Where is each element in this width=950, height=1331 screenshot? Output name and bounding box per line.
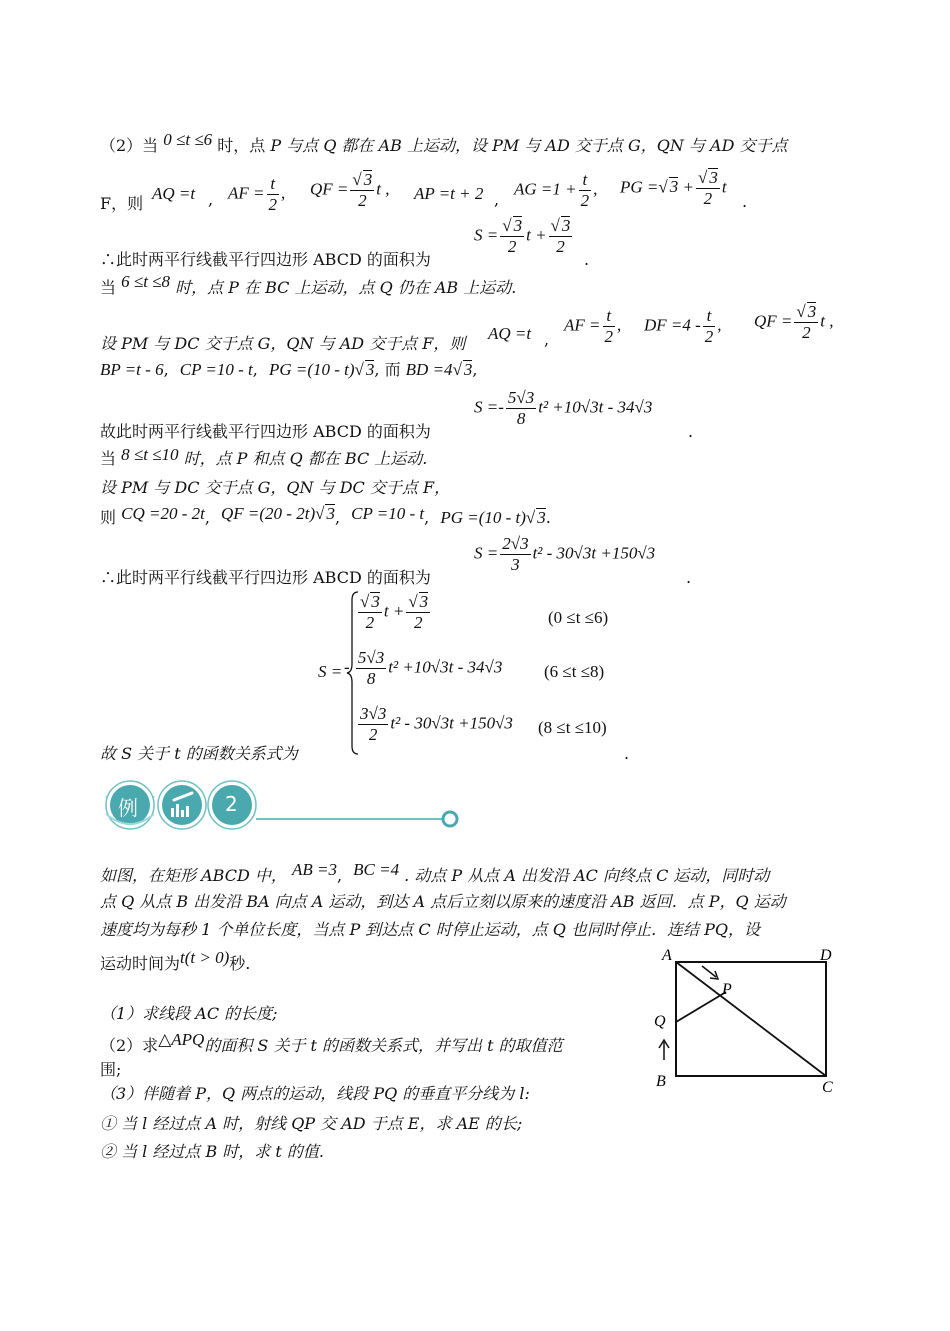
eq-af: AF = $\frac{t}{2}$ , [228, 174, 286, 214]
eq-label: S = [474, 225, 499, 245]
num: 3√3 [360, 704, 387, 723]
question-2 [100, 1030, 563, 1055]
text: . 动点 P 从点 A 出发沿 AC 向终点 C 运动，同时动 [404, 866, 770, 885]
den: 2 [365, 613, 375, 632]
radicand: 3 [669, 177, 679, 197]
fraction [358, 704, 388, 745]
num: t [703, 306, 716, 327]
condition-2: 6 ≤t ≤8 [121, 272, 170, 291]
den: 8 [366, 669, 376, 688]
eq-label: S = [474, 543, 499, 563]
text: 秒. [229, 954, 251, 973]
expr: t² +10√3t - 34√3 [388, 657, 503, 677]
eq-df: DF =4 - $\frac{t}{2}$ , [644, 306, 722, 346]
eq-pg-2: PG =(10 - t)√ 3 [268, 360, 375, 379]
period: . [545, 508, 551, 527]
den: 8 [516, 409, 526, 428]
num: 5√3 [507, 388, 535, 407]
rectangle-figure [640, 940, 850, 1100]
radicand: 3 [709, 168, 718, 187]
example-line-2: 点 Q 从点 B 出发沿 BA 向点 A 运动，到达 A 点后立刻以原来的速度沿 AB 返回．点 P，Q 运动 [100, 892, 786, 911]
eq-cp-3: CP =10 - t [351, 504, 425, 523]
expr: t² - 30√3t +150√3 [390, 713, 513, 733]
den: 2 [580, 191, 590, 210]
line-case-3 [100, 445, 428, 469]
radicand: 3 [463, 360, 473, 379]
eq-s1: S = $\frac{√ 3}{2}$ t + $\frac{√ 3}{2}$ [474, 216, 571, 256]
period: . [624, 744, 630, 763]
label-c: C [822, 1079, 833, 1096]
text: （2）求 [100, 1036, 159, 1055]
den: 2 [368, 725, 378, 744]
period: . [686, 568, 692, 587]
line-1 [100, 130, 788, 156]
example-number: 2 [225, 792, 238, 816]
eq-qf-2: QF = $\frac{√ 3}{2}$ t , [754, 302, 834, 342]
example-label: 例 [118, 796, 138, 820]
text: 而 [384, 360, 401, 379]
diagonal-ac [676, 962, 826, 1076]
piecewise-s: S = [318, 662, 343, 681]
example-line-3: 速度均为每秒 1 个单位长度，当点 P 到达点 C 时停止运动，点 Q 也同时停止．连结 PQ，设 [100, 920, 760, 939]
example-header [100, 778, 465, 836]
label-p: P [722, 981, 732, 998]
num: 5√3 [357, 648, 385, 667]
eq-bp: BP =t - 6 [100, 360, 164, 379]
text: 设 PM 与 DC 交于点 G，QN 与 AD 交于点 F，则 [100, 334, 466, 353]
den: 2 [802, 323, 811, 342]
den: 2 [358, 191, 367, 210]
line-case-3-eqs: 则 CQ =20 - 2t, QF =(20 - 2t)√ 3, CP =10 - t, PG =(10 - t)√ 3. [100, 504, 551, 527]
radicand: 3 [513, 216, 523, 235]
text: ∴此时两平行线截平行四边形 ABCD 的面积为 [100, 250, 431, 269]
label-a: A [662, 947, 672, 964]
period: . [742, 192, 748, 211]
radicand: 3 [561, 216, 571, 235]
comma: , [494, 190, 500, 209]
radicand: 3 [365, 360, 375, 379]
fraction [267, 174, 280, 215]
num: t [267, 174, 280, 195]
piece-2: - $\frac{5√3}{8}$ t² +10√3t - 34√3 [344, 648, 503, 688]
eq-pg: PG =√ 3 + $\frac{√ 3}{2}$ t [620, 168, 727, 208]
text: 当 [100, 449, 117, 468]
label-q: Q [654, 1013, 666, 1030]
eq-bd: BD =4√ 3 [405, 360, 473, 379]
segment-qp [676, 992, 726, 1022]
question-3-2: ② 当 l 经过点 B 时，求 t 的值. [100, 1142, 324, 1161]
radicand: 3 [537, 508, 546, 527]
eq-cp: CP =10 - t [179, 360, 253, 379]
text: 时，点 P 在 BC 上运动，点 Q 仍在 AB 上运动. [175, 278, 517, 297]
text: 时，点 P 和点 Q 都在 BC 上运动. [183, 449, 428, 468]
eq-aq: AQ =t [152, 184, 196, 203]
eq-label: AF = [228, 183, 265, 203]
text: 的面积 S 关于 t 的函数关系式，并写出 t 的取值范 [204, 1036, 563, 1055]
var: t [820, 311, 825, 331]
radicand: 3 [807, 302, 817, 321]
eq-time: t(t > 0) [180, 948, 230, 967]
den: 2 [268, 195, 277, 214]
num: t [579, 170, 592, 191]
text: 故 S 关于 t 的函数关系式为 [100, 744, 298, 763]
fraction: $\frac{√ 3}{2}$ [352, 170, 373, 210]
text: 故此时两平行线截平行四边形 ABCD 的面积为 [100, 422, 431, 441]
text: F，则 [100, 194, 144, 213]
fraction: $\frac{√ 3}{2}$ [697, 168, 718, 208]
eq-label: PG =(10 - t) [268, 360, 355, 379]
fraction [579, 170, 592, 211]
question-3: （3）伴随着 P，Q 两点的运动，线段 PQ 的垂直平分线为 l: [100, 1084, 530, 1103]
fraction: $\frac{√ 3}{2}$ [502, 216, 523, 256]
eq-cq: CQ =20 - 2t [121, 504, 205, 523]
radicand: 3 [363, 170, 373, 189]
condition-1: 0 ≤t ≤6 [163, 130, 213, 149]
den: 2 [413, 613, 423, 632]
text: P 与点 Q 都在 AB 上运动，设 PM 与 AD 交于点 G，QN 与 AD 交于点 [270, 136, 788, 155]
eq-label: S =- [474, 397, 504, 417]
piece-3 [356, 704, 513, 745]
question-2-cont: 围; [100, 1060, 122, 1079]
eq-ab: AB =3 [291, 860, 337, 879]
line-case-2-eqs: BP =t - 6, CP =10 - t, PG =(10 - t)√ 3, 而 BD =4√ 3, [100, 360, 478, 379]
period: . [688, 422, 694, 441]
piecewise-function [318, 590, 638, 760]
eq-qf-3: QF =(20 - 2t)√ 3 [221, 504, 335, 523]
example-line-4 [100, 948, 251, 973]
var: t [383, 601, 389, 621]
text: 运动时间为 [100, 954, 181, 973]
fraction [703, 306, 716, 347]
fraction: $\frac{√ 3}{2}$ [408, 592, 429, 632]
fraction: $\frac{√ 3}{2}$ [796, 302, 817, 342]
example-line-1: 如图，在矩形 ABCD 中， AB =3, BC =4 . 动点 P 从点 A 出发沿 AC 向终点 C 运动，同时动 [100, 860, 770, 885]
eq-label: AF = [564, 315, 601, 335]
num: 2√3 [502, 534, 529, 553]
eq-ag: AG =1 + $\frac{t}{2}$ , [514, 170, 598, 210]
fraction [356, 648, 386, 689]
num: t [603, 306, 616, 327]
eq-aq-2: AQ =t [488, 324, 532, 343]
eq-label: PG =(10 - t) [440, 508, 526, 527]
comma: , [208, 190, 214, 209]
line-case-3-set [100, 478, 450, 498]
line-case-2 [100, 272, 517, 298]
den: 2 [556, 237, 565, 256]
radicand: 3 [326, 504, 335, 523]
question-1: （1）求线段 AC 的长度; [100, 1004, 278, 1023]
eq-label: DF =4 - [644, 315, 701, 335]
eq-s3 [474, 534, 655, 575]
eq-triangle: △APQ [158, 1030, 205, 1049]
fraction: $\frac{√ 3}{2}$ [550, 216, 571, 256]
eq-pg-3: PG =(10 - t)√ 3 [440, 508, 546, 527]
fraction [500, 534, 530, 575]
text: 时，点 [217, 136, 266, 155]
eq-label: AG =1 + [514, 179, 577, 199]
pen-chart-icon [162, 785, 202, 825]
eq-bc: BC =4 [353, 860, 400, 879]
radicand: 3 [371, 592, 380, 611]
eq-label: QF =(20 - 2t) [221, 504, 316, 523]
period: . [584, 250, 590, 269]
line-func [100, 744, 298, 764]
comma: , [544, 330, 550, 349]
text: ∴此时两平行线截平行四边形 ABCD 的面积为 [100, 568, 431, 587]
fraction [506, 388, 536, 429]
expr-tail: t² - 30√3t +150√3 [532, 543, 656, 563]
den: 2 [507, 237, 517, 256]
arrow-p-icon [702, 966, 716, 977]
text: 当 [100, 278, 117, 297]
den: 2 [704, 327, 714, 346]
eq-s2 [474, 388, 652, 429]
den: 3 [511, 555, 520, 574]
eq-af-2: AF = $\frac{t}{2}$ , [564, 306, 622, 346]
text: 如图，在矩形 ABCD 中， [100, 866, 287, 885]
var: t [376, 179, 381, 199]
eq-label: BD =4 [405, 360, 453, 379]
text: 设 PM 与 DC 交于点 G，QN 与 DC 交于点 F， [100, 478, 451, 497]
piece-3-cond: (8 ≤t ≤10) [538, 718, 607, 737]
eq-label: PG = [620, 177, 659, 197]
var: t [526, 225, 531, 245]
radicand: 3 [419, 592, 429, 611]
fraction: $\frac{√ 3}{2}$ [360, 592, 380, 632]
question-3-1: ① 当 l 经过点 A 时，射线 QP 交 AD 于点 E，求 AE 的长; [100, 1114, 523, 1133]
piece-2-cond: (6 ≤t ≤8) [544, 662, 605, 681]
den: 2 [703, 189, 713, 208]
condition-3: 8 ≤t ≤10 [121, 445, 179, 464]
label-b: B [656, 1073, 666, 1090]
eq-qf: QF = $\frac{√ 3}{2}$ t , [310, 170, 390, 210]
expr-tail: t² +10√3t - 34√3 [538, 397, 653, 417]
var: t [721, 177, 727, 197]
fraction [603, 306, 616, 347]
label-d: D [820, 947, 832, 964]
eq-ap: AP =t + 2 [414, 184, 484, 203]
piece-1: $\frac{√ 3}{2}$ t + $\frac{√ 3}{2}$ [360, 592, 429, 632]
eq-label: QF = [754, 311, 793, 331]
den: 2 [604, 327, 613, 346]
part-label: （2）当 [100, 136, 159, 155]
piece-1-cond: (0 ≤t ≤6) [548, 608, 609, 627]
text: 则 [100, 508, 117, 527]
eq-label: QF = [310, 179, 349, 199]
